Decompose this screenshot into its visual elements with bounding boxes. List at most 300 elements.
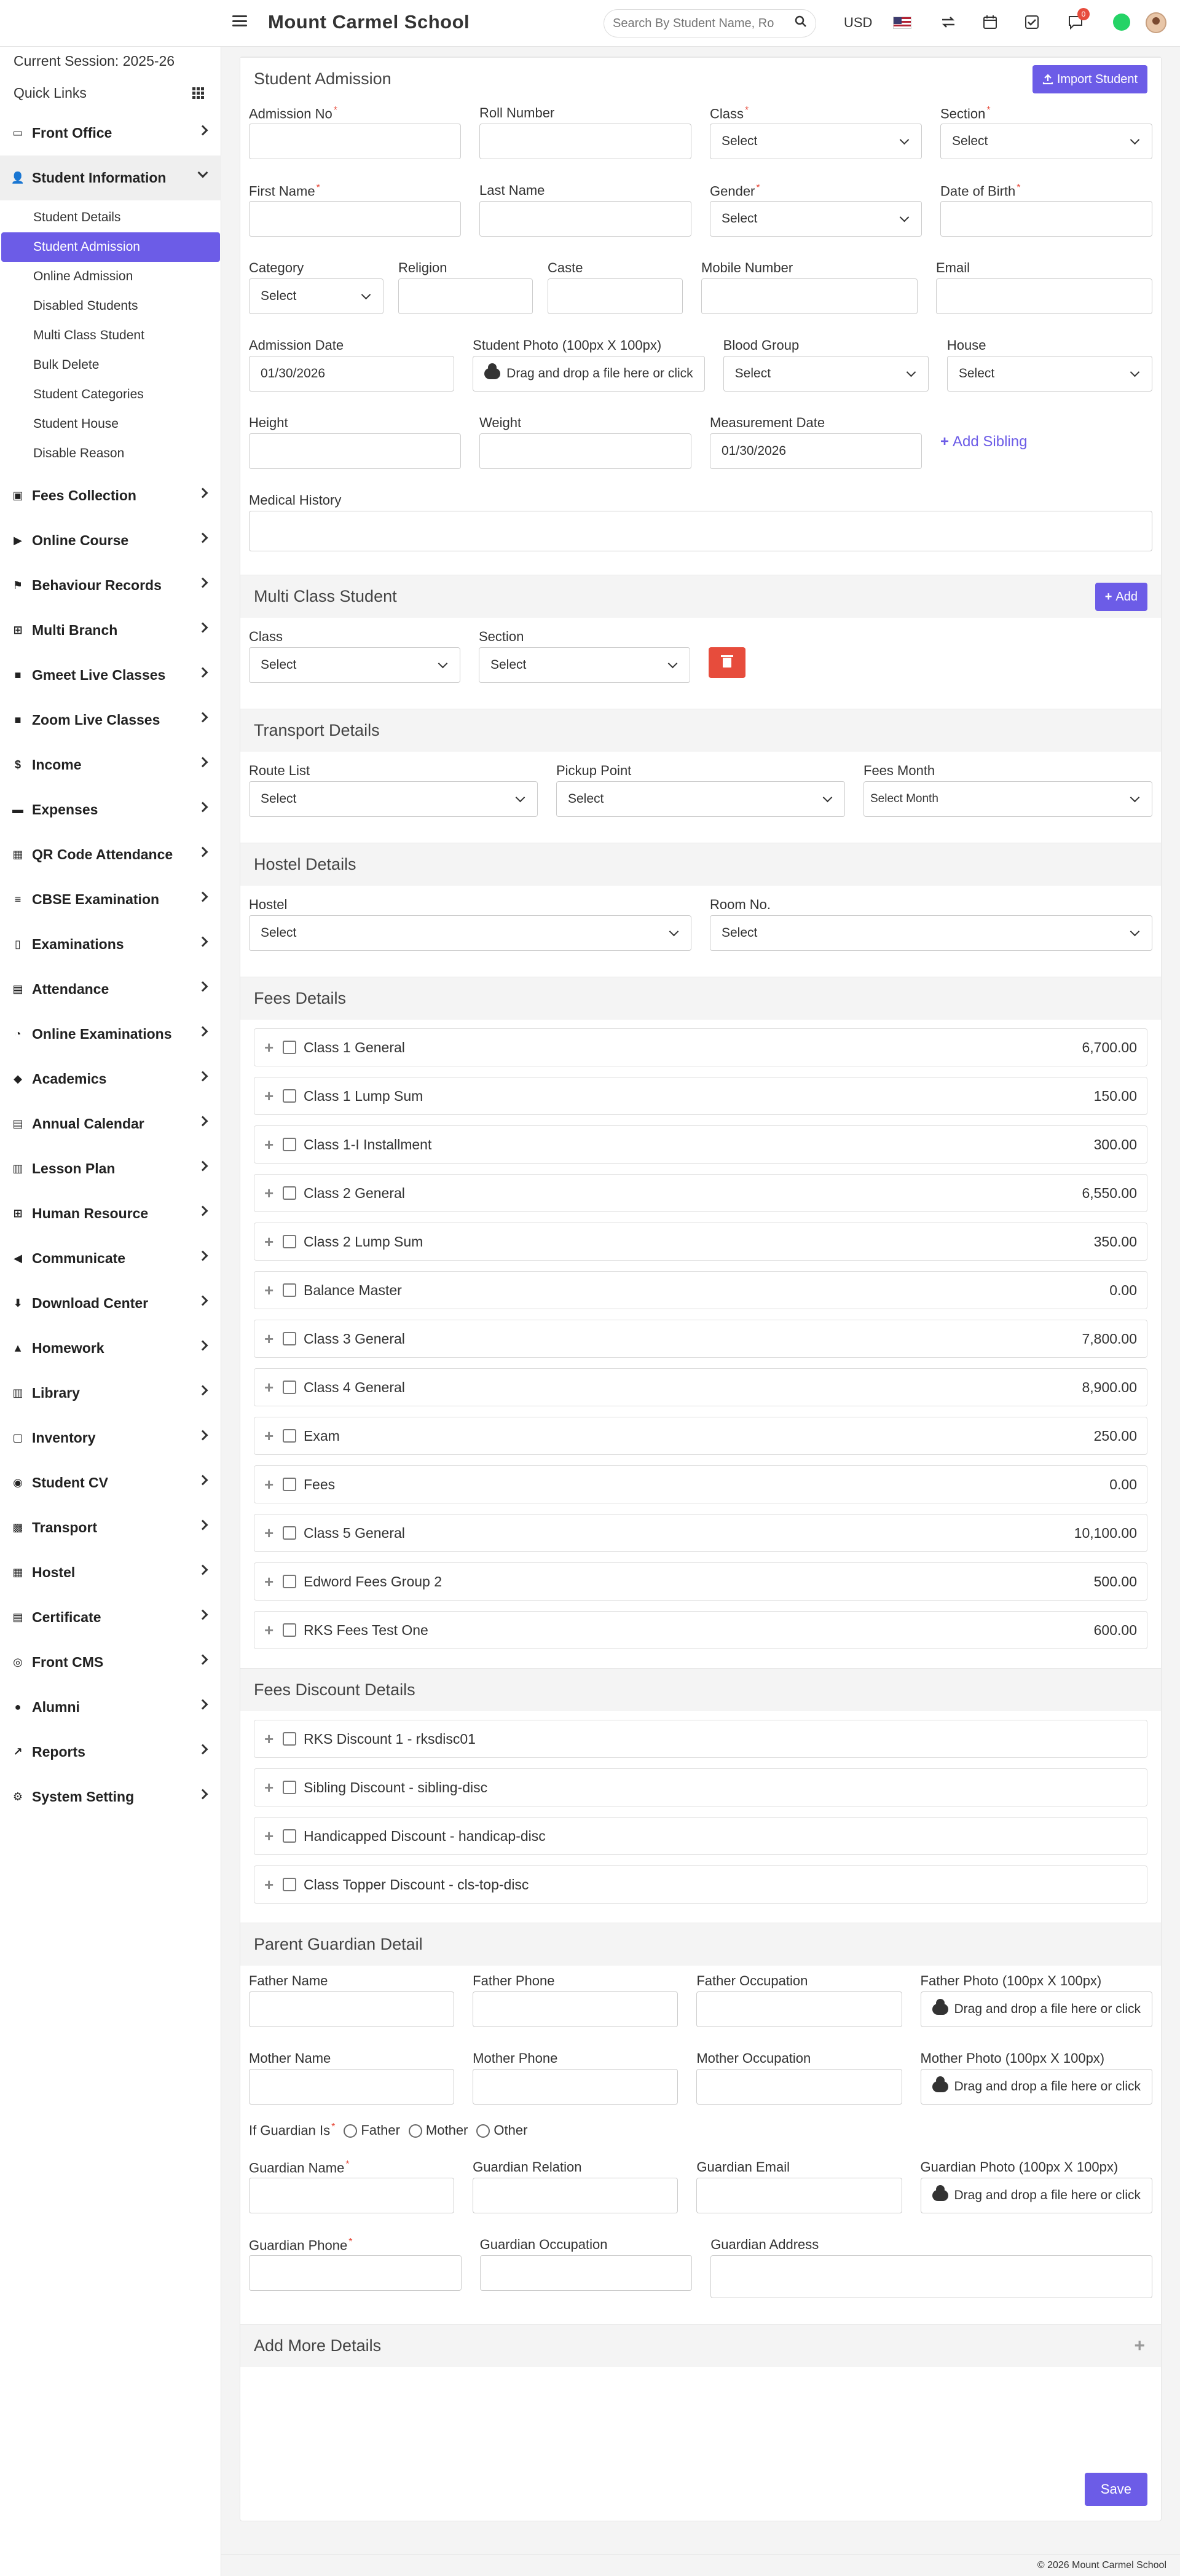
hostel-header — [240, 843, 1161, 886]
fee-row — [254, 1368, 1147, 1406]
fee-row — [254, 1417, 1147, 1455]
fee-row — [254, 1320, 1147, 1358]
sidebar — [0, 47, 221, 2576]
fee-name: Class 2 General — [304, 1184, 405, 1201]
sidebar-item-alumni[interactable] — [0, 1685, 221, 1730]
submenu-disable-reason[interactable]: Disable Reason — [33, 446, 125, 460]
chevron-icon — [198, 488, 208, 498]
fee-checkbox[interactable] — [283, 1478, 296, 1491]
sidebar-item-certificate[interactable] — [0, 1595, 221, 1640]
chevron-icon — [198, 1565, 208, 1575]
gender-select[interactable]: Select — [710, 201, 922, 237]
fee-amount: 7,800.00 — [1082, 1330, 1137, 1347]
multi-class-label: Class — [249, 629, 283, 644]
height-input[interactable] — [249, 433, 461, 469]
father-occupation-label: Father Occupation — [696, 1973, 808, 1988]
chevron-icon — [198, 982, 208, 992]
discount-row — [254, 1720, 1147, 1758]
guardian-email-label: Guardian Email — [696, 2159, 790, 2175]
sidebar-item-cbse-examination[interactable] — [0, 877, 221, 922]
fee-amount: 600.00 — [1093, 1621, 1137, 1638]
expand-plus-icon[interactable]: + — [264, 1426, 274, 1445]
sidebar-item-front-office[interactable] — [0, 111, 221, 156]
chevron-icon — [198, 1296, 208, 1306]
plus-icon: + — [1104, 589, 1112, 604]
currency-selector[interactable]: USD — [844, 15, 873, 30]
globe-icon: ◉ — [13, 1476, 23, 1489]
sidebar-item-label: Student CV — [32, 1475, 108, 1491]
fee-amount: 6,550.00 — [1082, 1184, 1137, 1201]
fee-checkbox[interactable] — [283, 1138, 296, 1151]
add-more-details-header[interactable] — [240, 2324, 1161, 2367]
sidebar-item-lesson-plan[interactable] — [0, 1146, 221, 1191]
sidebar-item-label: Library — [32, 1385, 80, 1401]
sitemap-icon: ⊞ — [13, 624, 23, 636]
fees-title: Fees Details — [254, 989, 347, 1007]
father-phone-input[interactable] — [473, 1991, 678, 2027]
notification-badge: 0 — [1077, 8, 1090, 20]
blood-group-label: Blood Group — [723, 337, 800, 353]
submenu-online-admission[interactable]: Online Admission — [33, 269, 133, 283]
sidebar-item-homework[interactable] — [0, 1326, 221, 1371]
chevron-icon — [198, 1744, 208, 1755]
fee-name: Class 2 Lump Sum — [304, 1233, 423, 1250]
guardian-is-label: If Guardian Is * — [249, 2122, 336, 2138]
chevron-icon — [198, 892, 208, 902]
discount-checkbox[interactable] — [283, 1829, 296, 1843]
fee-checkbox[interactable] — [283, 1429, 296, 1443]
discount-checkbox[interactable] — [283, 1732, 296, 1746]
expand-plus-icon[interactable]: + — [264, 1826, 274, 1845]
religion-label: Religion — [398, 260, 447, 275]
chevron-icon — [198, 1026, 208, 1037]
radio-other[interactable]: Other — [476, 2122, 527, 2138]
newspaper-icon: ▤ — [12, 1611, 23, 1623]
discount-title: Fees Discount Details — [254, 1680, 415, 1699]
fee-name: Exam — [304, 1427, 340, 1444]
mother-photo-label: Mother Photo (100px X 100px) — [920, 2050, 1105, 2066]
expand-plus-icon[interactable]: + — [264, 1280, 274, 1299]
fee-row — [254, 1125, 1147, 1164]
discount-checkbox[interactable] — [283, 1878, 296, 1891]
copyright: © 2026 Mount Carmel School — [1037, 2560, 1166, 2570]
task-check-icon[interactable] — [1023, 13, 1041, 31]
guardian-phone-label: Guardian Phone * — [249, 2237, 353, 2253]
sidebar-item-student-information[interactable] — [0, 156, 221, 200]
sidebar-item-label: Attendance — [32, 981, 109, 997]
submenu-multi-class-student[interactable]: Multi Class Student — [33, 328, 144, 342]
category-select[interactable]: Select — [249, 278, 384, 314]
us-flag-icon[interactable] — [893, 17, 911, 29]
submenu-student-details[interactable]: Student Details — [33, 210, 121, 224]
chevron-icon — [198, 1430, 208, 1441]
fee-checkbox[interactable] — [283, 1089, 296, 1103]
fee-row — [254, 1611, 1147, 1649]
sidebar-item-label: System Setting — [32, 1789, 135, 1805]
graduation-cap-icon: ◆ — [14, 1073, 22, 1085]
discount-row — [254, 1817, 1147, 1855]
mother-name-input[interactable] — [249, 2069, 454, 2105]
fee-amount: 150.00 — [1093, 1087, 1137, 1104]
fee-name: Fees — [304, 1476, 336, 1492]
expand-plus-icon[interactable]: + — [264, 1523, 274, 1542]
expand-plus-icon[interactable]: + — [264, 1086, 274, 1105]
guardian-relation-label: Guardian Relation — [473, 2159, 582, 2175]
fee-amount: 0.00 — [1109, 1476, 1137, 1492]
sidebar-item-label: Multi Branch — [32, 622, 118, 638]
last-name-input[interactable] — [479, 201, 691, 237]
sidebar-item-inventory[interactable] — [0, 1416, 221, 1460]
cloud-upload-icon — [932, 2190, 948, 2201]
route-list-label: Route List — [249, 763, 310, 778]
expand-plus-icon[interactable]: + — [264, 1232, 274, 1251]
sidebar-item-label: Inventory — [32, 1430, 96, 1446]
sitemap-icon: ⊞ — [13, 1207, 23, 1219]
search-box — [604, 9, 816, 37]
parent-header — [240, 1923, 1161, 1966]
chevron-icon — [198, 125, 208, 136]
medical-history-label: Medical History — [249, 492, 342, 508]
user-avatar[interactable] — [1146, 12, 1166, 33]
quick-links[interactable] — [14, 85, 204, 101]
sidebar-item-label: Income — [32, 757, 82, 773]
guardian-photo-label: Guardian Photo (100px X 100px) — [920, 2159, 1119, 2175]
calendar-icon[interactable] — [981, 13, 999, 31]
blood-group-select[interactable]: Select — [723, 356, 929, 392]
dob-input[interactable] — [940, 201, 1152, 237]
chevron-icon — [198, 1385, 208, 1396]
religion-input[interactable] — [398, 278, 533, 314]
flask-icon: ▲ — [12, 1342, 23, 1354]
save-button[interactable]: Save — [1085, 2473, 1147, 2506]
sidebar-item-label: Student Information — [32, 170, 167, 186]
sidebar-item-label: Gmeet Live Classes — [32, 667, 166, 683]
student-admission-header — [240, 57, 1161, 100]
sidebar-item-gmeet-live-classes[interactable] — [0, 653, 221, 698]
pickup-point-select[interactable]: Select — [556, 781, 845, 817]
weight-label: Weight — [479, 415, 522, 430]
father-photo-dropzone[interactable]: Drag and drop a file here or click — [921, 1991, 1153, 2027]
upload-icon — [1042, 74, 1053, 85]
expand-plus-icon[interactable]: + — [264, 1038, 274, 1057]
father-name-input[interactable] — [249, 1991, 454, 2027]
video-icon: ▶ — [14, 534, 22, 546]
mother-occupation-label: Mother Occupation — [696, 2050, 811, 2066]
discount-name: Class Topper Discount - cls-top-disc — [304, 1876, 529, 1893]
sidebar-item-label: Alumni — [32, 1699, 80, 1715]
fees-header — [240, 977, 1161, 1020]
add-multi-class-button[interactable]: + Add — [1095, 583, 1147, 611]
sidebar-item-label: Reports — [32, 1744, 85, 1760]
gender-label: Gender * — [710, 183, 760, 199]
whatsapp-icon[interactable] — [1112, 13, 1131, 31]
sidebar-item-label: Certificate — [32, 1609, 101, 1625]
fee-checkbox[interactable] — [283, 1235, 296, 1248]
fee-amount: 500.00 — [1093, 1573, 1137, 1589]
guardian-phone-input[interactable] — [249, 2255, 462, 2291]
sidebar-item-online-course[interactable] — [0, 518, 221, 563]
fee-amount: 300.00 — [1093, 1136, 1137, 1152]
chevron-icon — [198, 1341, 208, 1351]
sidebar-item-library[interactable] — [0, 1371, 221, 1416]
fee-name: Class 1-I Installment — [304, 1136, 432, 1152]
measurement-date-input[interactable]: 01/30/2026 — [710, 433, 922, 469]
fee-row — [254, 1465, 1147, 1503]
fee-checkbox[interactable] — [283, 1332, 296, 1345]
sidebar-item-label: Academics — [32, 1071, 107, 1087]
sidebar-item-income[interactable] — [0, 742, 221, 787]
sidebar-item-academics[interactable] — [0, 1057, 221, 1101]
chevron-icon — [198, 1655, 208, 1665]
mobile-input[interactable] — [701, 278, 918, 314]
class-select[interactable]: Select — [710, 124, 922, 159]
discount-checkbox[interactable] — [283, 1781, 296, 1794]
transport-header — [240, 709, 1161, 752]
delete-button[interactable] — [709, 647, 745, 678]
sidebar-item-reports[interactable] — [0, 1730, 221, 1774]
guardian-is-group — [240, 2122, 1161, 2138]
guardian-relation-input[interactable] — [473, 2178, 678, 2213]
mother-name-label: Mother Name — [249, 2050, 331, 2066]
quick-links-label: Quick Links — [14, 85, 87, 101]
sidebar-item-expenses[interactable] — [0, 787, 221, 832]
first-name-input[interactable] — [249, 201, 461, 237]
expand-plus-icon[interactable]: + — [264, 1620, 274, 1639]
sidebar-item-annual-calendar[interactable] — [0, 1101, 221, 1146]
sidebar-item-label: Download Center — [32, 1295, 149, 1311]
plus-icon: + — [940, 433, 950, 450]
expand-plus-icon[interactable]: + — [264, 1729, 274, 1748]
sidebar-item-examinations[interactable] — [0, 922, 221, 967]
last-name-label: Last Name — [479, 183, 545, 198]
father-name-label: Father Name — [249, 1973, 328, 1988]
fee-name: Class 1 Lump Sum — [304, 1087, 423, 1104]
chevron-icon — [198, 1475, 208, 1486]
expand-plus-icon[interactable]: + — [264, 1329, 274, 1348]
expand-plus-icon[interactable]: + — [264, 1475, 274, 1494]
dob-label: Date of Birth * — [940, 183, 1021, 199]
fee-row — [254, 1271, 1147, 1309]
submenu-student-admission[interactable]: Student Admission — [1, 232, 220, 262]
sidebar-item-student-cv[interactable] — [0, 1460, 221, 1505]
chart-line-icon: ↗ — [13, 1746, 23, 1758]
fee-name: Balance Master — [304, 1282, 402, 1298]
book-icon: ▥ — [12, 1162, 23, 1175]
fee-checkbox[interactable] — [283, 1575, 296, 1588]
chevron-icon — [198, 623, 208, 633]
grid-icon[interactable] — [192, 87, 204, 99]
mother-photo-dropzone[interactable]: Drag and drop a file here or click — [921, 2069, 1153, 2105]
chevron-icon — [198, 578, 208, 588]
fee-row — [254, 1514, 1147, 1552]
discount-list — [240, 1711, 1161, 1923]
import-student-button[interactable] — [1032, 65, 1147, 93]
chat-icon[interactable] — [1066, 10, 1086, 31]
chevron-icon — [198, 1161, 208, 1172]
guardian-email-input[interactable] — [696, 2178, 902, 2213]
submenu-disabled-students[interactable]: Disabled Students — [33, 299, 138, 313]
father-photo-label: Father Photo (100px X 100px) — [920, 1973, 1102, 1988]
sidebar-item-qr-code-attendance[interactable] — [0, 832, 221, 877]
sidebar-item-download-center[interactable] — [0, 1281, 221, 1326]
room-no-select[interactable]: Select — [710, 915, 1152, 951]
camera-icon: ■ — [14, 669, 22, 681]
discount-header — [240, 1668, 1161, 1711]
parent-title: Parent Guardian Detail — [254, 1935, 423, 1953]
fee-checkbox[interactable] — [283, 1381, 296, 1394]
fee-amount: 350.00 — [1093, 1233, 1137, 1250]
admission-date-input[interactable]: 01/30/2026 — [249, 356, 454, 392]
credit-card-icon: ▬ — [12, 803, 23, 816]
mother-phone-input[interactable] — [473, 2069, 678, 2105]
expand-plus-icon[interactable]: + — [264, 1183, 274, 1202]
fee-row — [254, 1028, 1147, 1066]
expand-plus-icon[interactable]: + — [264, 1875, 274, 1894]
father-occupation-input[interactable] — [696, 1991, 902, 2027]
mother-occupation-input[interactable] — [696, 2069, 902, 2105]
sidebar-item-label: Front Office — [32, 125, 112, 141]
hostel-label: Hostel — [249, 897, 288, 912]
page-title: Student Admission — [254, 69, 391, 88]
fee-checkbox[interactable] — [283, 1623, 296, 1637]
chevron-icon — [198, 1071, 208, 1082]
chevron-icon — [198, 757, 208, 768]
fee-row — [254, 1223, 1147, 1261]
sidebar-item-attendance[interactable] — [0, 967, 221, 1012]
fee-name: Class 3 General — [304, 1330, 405, 1347]
submenu-student-house[interactable]: Student House — [33, 417, 119, 431]
chevron-icon — [198, 802, 208, 813]
house-select[interactable]: Select — [947, 356, 1152, 392]
footer — [221, 2554, 1180, 2576]
fee-name: Class 4 General — [304, 1379, 405, 1395]
trash-icon — [723, 658, 731, 668]
guardian-name-label: Guardian Name * — [249, 2159, 350, 2176]
cloud-upload-icon — [484, 368, 500, 379]
sidebar-item-label: Human Resource — [32, 1205, 149, 1221]
multi-section-select[interactable]: Select — [479, 647, 690, 683]
chevron-icon — [198, 1520, 208, 1530]
add-more-details-title: Add More Details — [254, 2336, 382, 2355]
sidebar-item-hostel[interactable] — [0, 1550, 221, 1595]
fee-checkbox[interactable] — [283, 1186, 296, 1200]
calendar-check-icon: ▤ — [12, 983, 23, 995]
expand-plus-icon[interactable]: + — [264, 1572, 274, 1591]
caste-input[interactable] — [548, 278, 683, 314]
pickup-point-label: Pickup Point — [556, 763, 632, 778]
expand-plus-icon[interactable]: + — [264, 1135, 274, 1154]
discount-row — [254, 1768, 1147, 1806]
sidebar-item-transport[interactable] — [0, 1505, 221, 1550]
student-search-input[interactable] — [613, 17, 779, 31]
admission-no-input[interactable] — [249, 124, 461, 159]
fee-amount: 250.00 — [1093, 1427, 1137, 1444]
radio-mother[interactable]: Mother — [409, 2122, 468, 2138]
cloud-upload-icon — [932, 2081, 948, 2092]
section-select[interactable]: Select — [940, 124, 1152, 159]
box-icon: ▢ — [12, 1432, 23, 1444]
search-icon[interactable] — [795, 15, 807, 31]
menu-toggle-icon[interactable] — [232, 14, 247, 28]
weight-input[interactable] — [479, 433, 691, 469]
books-icon: ▥ — [12, 1387, 23, 1399]
sidebar-item-system-setting[interactable] — [0, 1774, 221, 1819]
fee-checkbox[interactable] — [283, 1283, 296, 1297]
current-session[interactable]: Current Session: 2025-26 — [14, 53, 175, 69]
mobile-label: Mobile Number — [701, 260, 793, 275]
guardian-name-input[interactable] — [249, 2178, 454, 2213]
guardian-photo-dropzone[interactable]: Drag and drop a file here or click — [921, 2178, 1153, 2213]
sidebar-item-zoom-live-classes[interactable] — [0, 698, 221, 742]
sidebar-item-label: Front CMS — [32, 1654, 104, 1670]
hostel-select[interactable]: Select — [249, 915, 691, 951]
alumni-icon: ● — [14, 1701, 22, 1713]
bus-icon: ▩ — [12, 1521, 23, 1534]
radio-father[interactable]: Father — [344, 2122, 400, 2138]
gears-icon: ⚙ — [12, 1790, 23, 1803]
fee-checkbox[interactable] — [283, 1526, 296, 1540]
sidebar-item-communicate[interactable] — [0, 1236, 221, 1281]
sidebar-item-label: Online Course — [32, 532, 129, 548]
submenu-student-categories[interactable]: Student Categories — [33, 387, 144, 401]
import-student-label: Import Student — [1056, 72, 1138, 86]
chevron-icon — [198, 712, 208, 723]
fee-amount: 0.00 — [1109, 1282, 1137, 1298]
expand-plus-icon[interactable]: + — [1134, 2336, 1145, 2357]
measurement-date-label: Measurement Date — [710, 415, 825, 430]
sidebar-item-front-cms[interactable] — [0, 1640, 221, 1685]
exchange-icon[interactable] — [939, 13, 958, 31]
height-label: Height — [249, 415, 288, 430]
sidebar-item-label: Communicate — [32, 1250, 126, 1266]
download-icon: ⬇ — [13, 1297, 23, 1309]
category-label: Category — [249, 260, 304, 275]
fee-row — [254, 1562, 1147, 1601]
rss-icon: ◔ — [14, 1028, 22, 1040]
expand-plus-icon[interactable]: + — [264, 1778, 274, 1797]
school-name[interactable]: Mount Carmel School — [268, 11, 470, 33]
cms-icon: ◎ — [13, 1656, 23, 1668]
discount-name: Handicapped Discount - handicap-disc — [304, 1827, 546, 1844]
transport-title: Transport Details — [254, 721, 380, 739]
chevron-icon — [198, 668, 208, 678]
sidebar-item-behaviour-records[interactable] — [0, 563, 221, 608]
sidebar-item-online-examinations[interactable] — [0, 1012, 221, 1057]
email-input[interactable] — [936, 278, 1152, 314]
add-sibling-link[interactable]: + Add Sibling — [940, 433, 1028, 450]
map-icon: ▯ — [15, 938, 21, 950]
fee-checkbox[interactable] — [283, 1041, 296, 1054]
signpost-icon: ⚑ — [12, 579, 23, 591]
guardian-address-textarea[interactable] — [710, 2255, 1152, 2298]
list-icon: ≡ — [14, 893, 22, 905]
sidebar-item-fees-collection[interactable] — [0, 473, 221, 518]
roll-number-input[interactable] — [479, 124, 691, 159]
sidebar-item-multi-branch[interactable] — [0, 608, 221, 653]
student-photo-dropzone[interactable]: Drag and drop a file here or click — [473, 356, 705, 392]
chevron-icon — [198, 1789, 208, 1800]
discount-name: RKS Discount 1 - rksdisc01 — [304, 1730, 476, 1747]
medical-history-textarea[interactable] — [249, 511, 1152, 551]
sidebar-item-human-resource[interactable] — [0, 1191, 221, 1236]
multi-class-select[interactable]: Select — [249, 647, 460, 683]
expand-plus-icon[interactable]: + — [264, 1377, 274, 1396]
cloud-upload-icon — [932, 2004, 948, 2015]
submenu-bulk-delete[interactable]: Bulk Delete — [33, 358, 100, 372]
fees-month-select[interactable]: Select Month — [863, 781, 1152, 817]
route-list-select[interactable]: Select — [249, 781, 538, 817]
guardian-occupation-input[interactable] — [480, 2255, 693, 2291]
